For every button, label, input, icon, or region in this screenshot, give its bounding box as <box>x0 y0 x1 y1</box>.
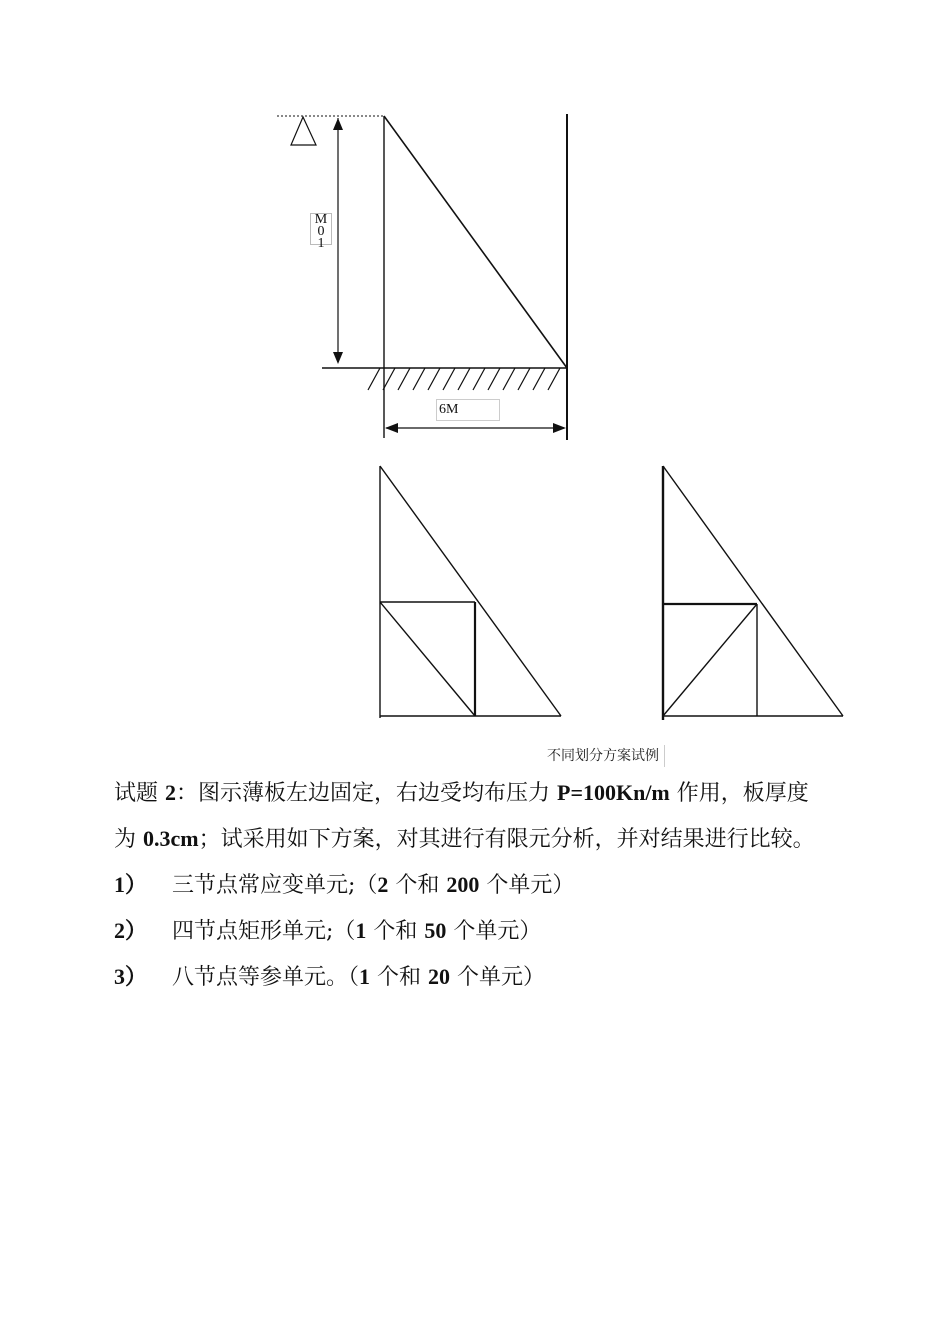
height-label-char: M <box>314 212 328 227</box>
figure-caption: 不同划分方案试例 <box>547 745 665 767</box>
problem-statement: 试题 2：图示薄板左边固定，右边受均布压力 P=100Kn/m 作用，板厚度 <box>114 780 809 806</box>
height-label-char: 0 <box>317 224 325 239</box>
problem-text <box>114 770 894 1000</box>
list-item: 2） 四节点矩形单元;（1 个和 50 个单元） <box>114 918 542 944</box>
width-label: 6M <box>436 399 500 421</box>
list-item: 1） 三节点常应变单元;（2 个和 200 个单元） <box>114 872 575 898</box>
fixed-support-hatching <box>368 368 560 390</box>
height-label <box>310 212 332 251</box>
plate-diagram <box>277 114 567 440</box>
mesh-scheme-2 <box>663 466 843 720</box>
list-item: 3） 八节点等参单元。（1 个和 20 个单元） <box>114 964 546 990</box>
height-label-char: 1 <box>317 236 325 251</box>
problem-statement-cont: 为 0.3cm；试采用如下方案，对其进行有限元分析，并对结果进行比较。 <box>114 826 815 852</box>
pin-support-icon <box>291 117 316 145</box>
mesh-scheme-1 <box>380 466 561 718</box>
